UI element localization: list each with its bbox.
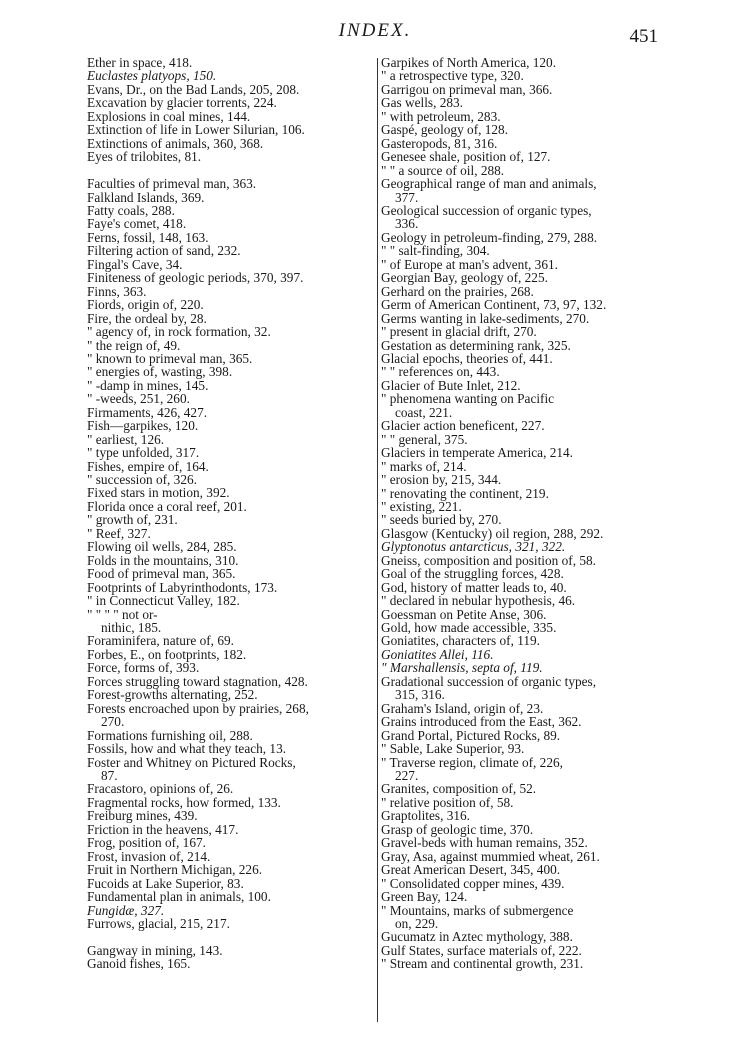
index-entry: " type unfolded, 317. <box>87 445 200 461</box>
index-entry: Gneiss, composition and position of, 58. <box>381 552 596 568</box>
index-entry: Green Bay, 124. <box>381 889 468 905</box>
index-entry: Georgian Bay, geology of, 225. <box>381 270 548 286</box>
index-entry: " Traverse region, climate of, 226, <box>381 754 563 770</box>
index-entry: " Reef, 327. <box>87 525 151 541</box>
index-entry: " -damp in mines, 145. <box>87 377 209 393</box>
index-entry: Gray, Asa, against mummied wheat, 261. <box>381 848 600 864</box>
index-entry: Formations furnishing oil, 288. <box>87 727 253 743</box>
index-entry: Gold, how made accessible, 335. <box>381 620 557 636</box>
index-entry: " " salt-finding, 304. <box>381 243 490 259</box>
index-entry: Food of primeval man, 365. <box>87 566 236 582</box>
index-entry: Fungidæ, 327. <box>87 902 165 918</box>
index-entry: Evans, Dr., on the Bad Lands, 205, 208. <box>87 81 300 97</box>
index-entry: on, 229. <box>395 916 439 931</box>
index-entry: Eyes of trilobites, 81. <box>87 149 202 165</box>
index-entry: Fish—garpikes, 120. <box>87 418 199 434</box>
index-entry: " seeds buried by, 270. <box>381 512 502 528</box>
page-header <box>0 18 750 48</box>
index-entry: Fishes, empire of, 164. <box>87 458 209 474</box>
index-entry: Ganoid fishes, 165. <box>87 956 191 972</box>
index-entry: Geological succession of organic types, <box>381 202 592 218</box>
index-entry: " Sable, Lake Superior, 93. <box>381 741 525 757</box>
index-entry: Foster and Whitney on Pictured Rocks, <box>87 754 296 770</box>
index-entry: " succession of, 326. <box>87 472 197 488</box>
index-column-left <box>87 56 377 971</box>
index-entry: Footprints of Labyrinthodonts, 173. <box>87 579 278 595</box>
index-entry: Garrigou on primeval man, 366. <box>381 81 553 97</box>
index-entry: " existing, 221. <box>381 498 462 514</box>
index-entry: Finiteness of geologic periods, 370, 397. <box>87 270 304 286</box>
index-entry: Foraminifera, nature of, 69. <box>87 633 234 649</box>
index-entry: 315, 316. <box>395 687 445 703</box>
index-entry: Gestation as determining rank, 325. <box>381 337 571 353</box>
index-entry: Gas wells, 283. <box>381 95 463 111</box>
entry-gap <box>87 164 377 177</box>
index-entry: Forest-growths alternating, 252. <box>87 687 258 703</box>
index-entry: Falkland Islands, 369. <box>87 189 205 205</box>
index-entry: Forests encroached upon by prairies, 268, <box>87 700 309 716</box>
index-entry: Friction in the heavens, 417. <box>87 821 239 837</box>
index-entry: " Consolidated copper mines, 439. <box>381 875 565 891</box>
index-entry: God, history of matter leads to, 40. <box>381 579 567 595</box>
index-entry: Goessman on Petite Anse, 306. <box>381 606 547 622</box>
index-entry: " of Europe at man's advent, 361. <box>381 256 558 272</box>
index-entry: Excavation by glacier torrents, 224. <box>87 95 277 111</box>
index-entry: " marks of, 214. <box>381 458 467 474</box>
index-entry: Germ of American Continent, 73, 97, 132. <box>381 297 607 313</box>
index-entry: Folds in the mountains, 310. <box>87 552 239 568</box>
index-entry: " -weeds, 251, 260. <box>87 391 190 407</box>
index-entry: 227. <box>395 768 419 784</box>
index-entry: 336. <box>395 216 419 232</box>
index-entry: Goniatites Allei, 116. <box>381 646 494 662</box>
index-entry: Gulf States, surface materials of, 222. <box>381 942 582 958</box>
index-entry: " " general, 375. <box>381 431 468 447</box>
index-entry: Ferns, fossil, 148, 163. <box>87 229 209 245</box>
index-entry: " declared in nebular hypothesis, 46. <box>381 593 576 609</box>
index-entry: " known to primeval man, 365. <box>87 350 253 366</box>
index-entry: Goniatites, characters of, 119. <box>381 633 541 649</box>
index-entry: Glacier of Bute Inlet, 212. <box>381 377 521 393</box>
index-entry: Grand Portal, Pictured Rocks, 89. <box>381 727 561 743</box>
page-number: 451 <box>629 26 658 47</box>
index-entry: Filtering action of sand, 232. <box>87 243 241 259</box>
index-entry: Fiords, origin of, 220. <box>87 297 204 313</box>
index-entry: " Marshallensis, septa of, 119. <box>381 660 543 676</box>
index-entry: Explosions in coal mines, 144. <box>87 108 251 124</box>
index-entry: " relative position of, 58. <box>381 794 514 810</box>
index-entry: Gucumatz in Aztec mythology, 388. <box>381 929 573 945</box>
index-entry: " renovating the continent, 219. <box>381 485 549 501</box>
index-entry: Forces struggling toward stagnation, 428. <box>87 673 308 689</box>
running-head: INDEX. <box>338 20 412 41</box>
index-entry: Frost, invasion of, 214. <box>87 848 211 864</box>
index-entry: " present in glacial drift, 270. <box>381 324 537 340</box>
index-entry: Force, forms of, 393. <box>87 660 200 676</box>
index-entry: " Mountains, marks of submergence <box>381 902 574 918</box>
index-entry: Fire, the ordeal by, 28. <box>87 310 207 326</box>
index-entry: Gravel-beds with human remains, 352. <box>381 835 588 851</box>
index-entry: Gaspé, geology of, 128. <box>381 122 509 138</box>
index-entry: " growth of, 231. <box>87 512 178 528</box>
entry-gap <box>87 930 377 943</box>
index-entry: " phenomena wanting on Pacific <box>381 391 555 407</box>
index-entry: Gasteropods, 81, 316. <box>381 135 498 151</box>
index-entry: Extinction of life in Lower Silurian, 106. <box>87 122 305 138</box>
index-entry: Glacial epochs, theories of, 441. <box>381 350 553 366</box>
index-entry: " the reign of, 49. <box>87 337 181 353</box>
index-entry: " earliest, 126. <box>87 431 165 447</box>
index-entry: Geology in petroleum-finding, 279, 288. <box>381 229 598 245</box>
index-entry: Finns, 363. <box>87 283 147 299</box>
index-entry: Florida once a coral reef, 201. <box>87 498 247 514</box>
index-entry: Grasp of geologic time, 370. <box>381 821 534 837</box>
index-entry: Glacier action beneficent, 227. <box>381 418 545 434</box>
index-entry: Fracastoro, opinions of, 26. <box>87 781 234 797</box>
index-entry: Granites, composition of, 52. <box>381 781 537 797</box>
index-entry: Great American Desert, 345, 400. <box>381 862 561 878</box>
index-entry: Graptolites, 316. <box>381 808 471 824</box>
index-entry: " in Connecticut Valley, 182. <box>87 593 240 609</box>
index-entry: Faculties of primeval man, 363. <box>87 176 257 192</box>
index-entry: Fingal's Cave, 34. <box>87 256 183 272</box>
index-entry: " with petroleum, 283. <box>381 108 501 124</box>
index-entry: Fucoids at Lake Superior, 83. <box>87 875 244 891</box>
index-entry: Flowing oil wells, 284, 285. <box>87 539 237 555</box>
index-entry: Genesee shale, position of, 127. <box>381 149 551 165</box>
index-entry: " energies of, wasting, 398. <box>87 364 233 380</box>
index-entry: Freiburg mines, 439. <box>87 808 198 824</box>
index-entry: Gerhard on the prairies, 268. <box>381 283 534 299</box>
index-entry: Geographical range of man and animals, <box>381 176 597 192</box>
index-entry: 87. <box>101 768 118 783</box>
index-entry: " " " " not or- <box>87 606 158 622</box>
index-entry: 377. <box>395 189 419 205</box>
index-entry: Euclastes platyops, 150. <box>87 68 217 84</box>
index-entry: Graham's Island, origin of, 23. <box>381 700 544 716</box>
index-entry: Ether in space, 418. <box>87 55 193 70</box>
index-entry: Faye's comet, 418. <box>87 216 187 232</box>
index-entry: Gradational succession of organic types, <box>381 673 597 689</box>
index-entry: " " references on, 443. <box>381 364 500 380</box>
index-entry: coast, 221. <box>395 404 453 420</box>
index-entry: Forbes, E., on footprints, 182. <box>87 646 247 662</box>
index-entry: Fragmental rocks, how formed, 133. <box>87 794 281 810</box>
column-divider <box>377 58 378 1022</box>
index-entry: Fixed stars in motion, 392. <box>87 485 230 501</box>
index-entry: 270. <box>101 714 125 730</box>
index-entry: Gangway in mining, 143. <box>87 942 223 958</box>
index-entry: Furrows, glacial, 215, 217. <box>87 915 230 931</box>
index-entry: Fruit in Northern Michigan, 226. <box>87 862 263 878</box>
index-entry: " a retrospective type, 320. <box>381 68 524 84</box>
index-entry: Fundamental plan in animals, 100. <box>87 889 271 905</box>
index-entry: " erosion by, 215, 344. <box>381 472 502 488</box>
index-column-right <box>381 56 661 971</box>
index-entry: Glaciers in temperate America, 214. <box>381 445 573 461</box>
index-entry: Extinctions of animals, 360, 368. <box>87 135 264 151</box>
index-entry: " agency of, in rock formation, 32. <box>87 324 271 340</box>
index-entry: Frog, position of, 167. <box>87 835 206 851</box>
index-entry: Fossils, how and what they teach, 13. <box>87 741 287 757</box>
index-entry: Glasgow (Kentucky) oil region, 288, 292. <box>381 525 604 541</box>
index-entry: Garpikes of North America, 120. <box>381 55 557 70</box>
index-entry: Grains introduced from the East, 362. <box>381 714 582 730</box>
index-entry: Goal of the struggling forces, 428. <box>381 566 564 582</box>
index-entry: " " a source of oil, 288. <box>381 162 505 178</box>
index-entry: Firmaments, 426, 427. <box>87 404 208 420</box>
index-entry: Glyptonotus antarcticus, 321, 322. <box>381 539 566 555</box>
index-entry: Fatty coals, 288. <box>87 202 175 218</box>
index-entry: " Stream and continental growth, 231. <box>381 956 584 972</box>
index-entry: nithic, 185. <box>101 620 162 636</box>
index-entry: Germs wanting in lake-sediments, 270. <box>381 310 590 326</box>
